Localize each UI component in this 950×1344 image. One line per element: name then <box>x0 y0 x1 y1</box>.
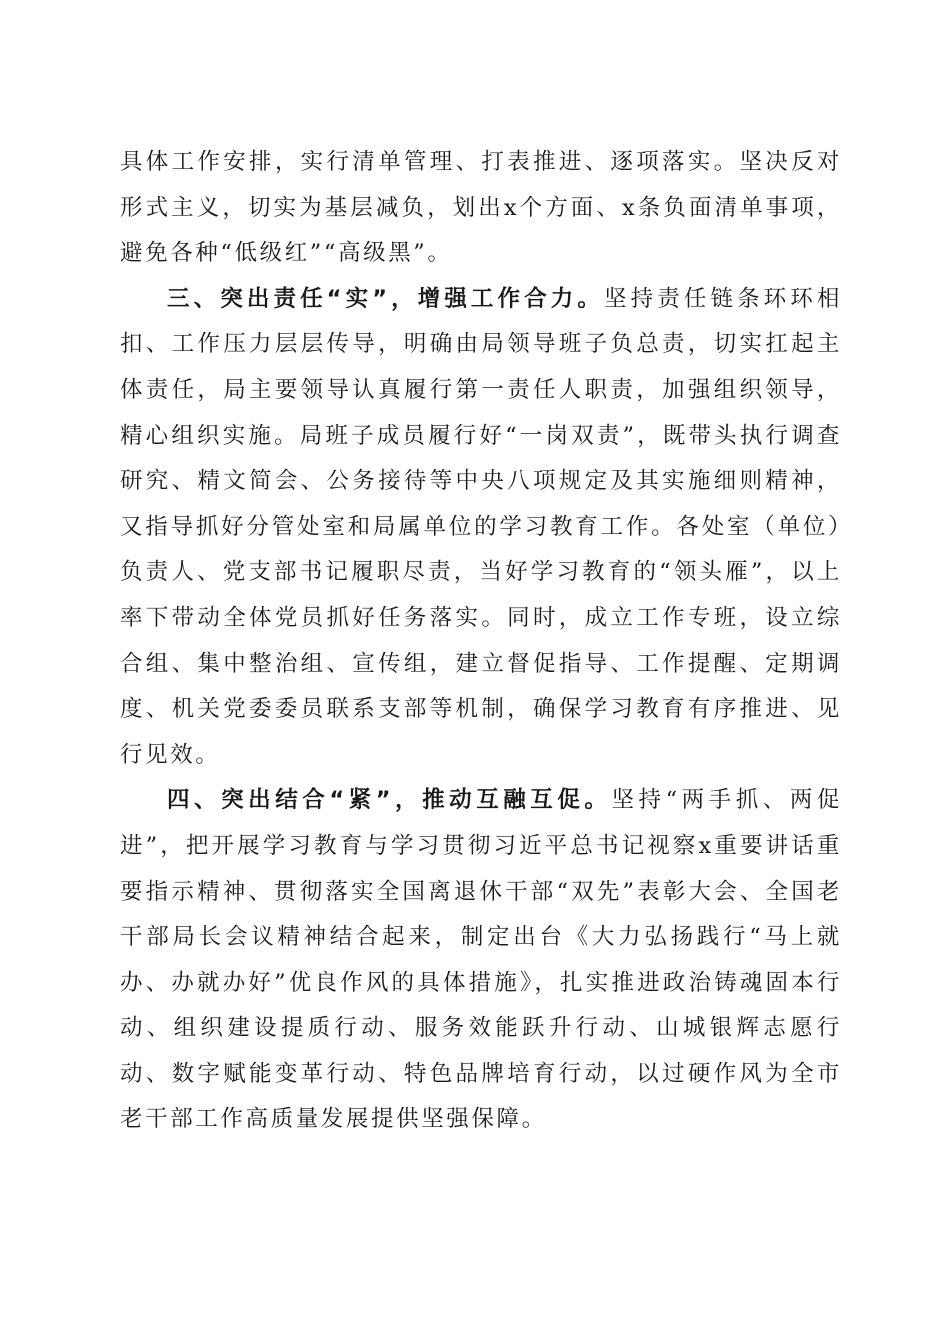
section-three-text: 坚持责任链条环环相扣、工作压力层层传导，明确由局领导班子负总责，切实扛起主体责任，局主要领导认真履行第一责任人职责，加强组织领导，精心组织实施。局班子成员履行好“一岗双责”，既带头执行调查研究、精文简会、公务接待等中央八项规定及其实施细则精神，又指导抓好分管处室和局属单位的学习教育工作。各处室（单位）负责人、党支部书记履职尽责，当好学习教育的“领头雁”，以上率下带动全体党员抓好任务落实。同时，成立工作专班，设立综合组、集中整治组、宣传组，建立督促指导、工作提醒、定期调度、机关党委委员联系支部等机制，确保学习教育有序推进、见行见效。 <box>120 285 843 768</box>
section-four-text: 坚持“两手抓、两促进”，把开展学习教育与学习贯彻习近平总书记视察x重要讲话重要指示精神、贯彻落实全国离退休干部“双先”表彰大会、全国老干部局长会议精神结合起来，制定出台《大力弘扬践行“马上就办、办就办好”优良作风的具体措施》，扎实推进政治铸魂固本行动、组织建设提质行动、服务效能跃升行动、山城银辉志愿行动、数字赋能变革行动、特色品牌培育行动，以过硬作风为全市老干部工作高质量发展提供坚强保障。 <box>120 787 842 1133</box>
paragraph-text: 具体工作安排，实行清单管理、打表推进、逐项落实。坚决反对形式主义，切实为基层减负，划出x个方面、x条负面清单事项，避免各种“低级红”“高级黑”。 <box>120 149 842 267</box>
paragraph-section-four <box>120 778 842 1143</box>
paragraph-continuation <box>120 140 842 277</box>
document-body <box>120 140 842 1143</box>
section-four-heading: 四、突出结合“紧”，推动互融互促。 <box>167 787 612 814</box>
section-three-heading: 三、突出责任“实”，增强工作合力。 <box>167 285 604 312</box>
paragraph-section-three <box>120 277 842 779</box>
